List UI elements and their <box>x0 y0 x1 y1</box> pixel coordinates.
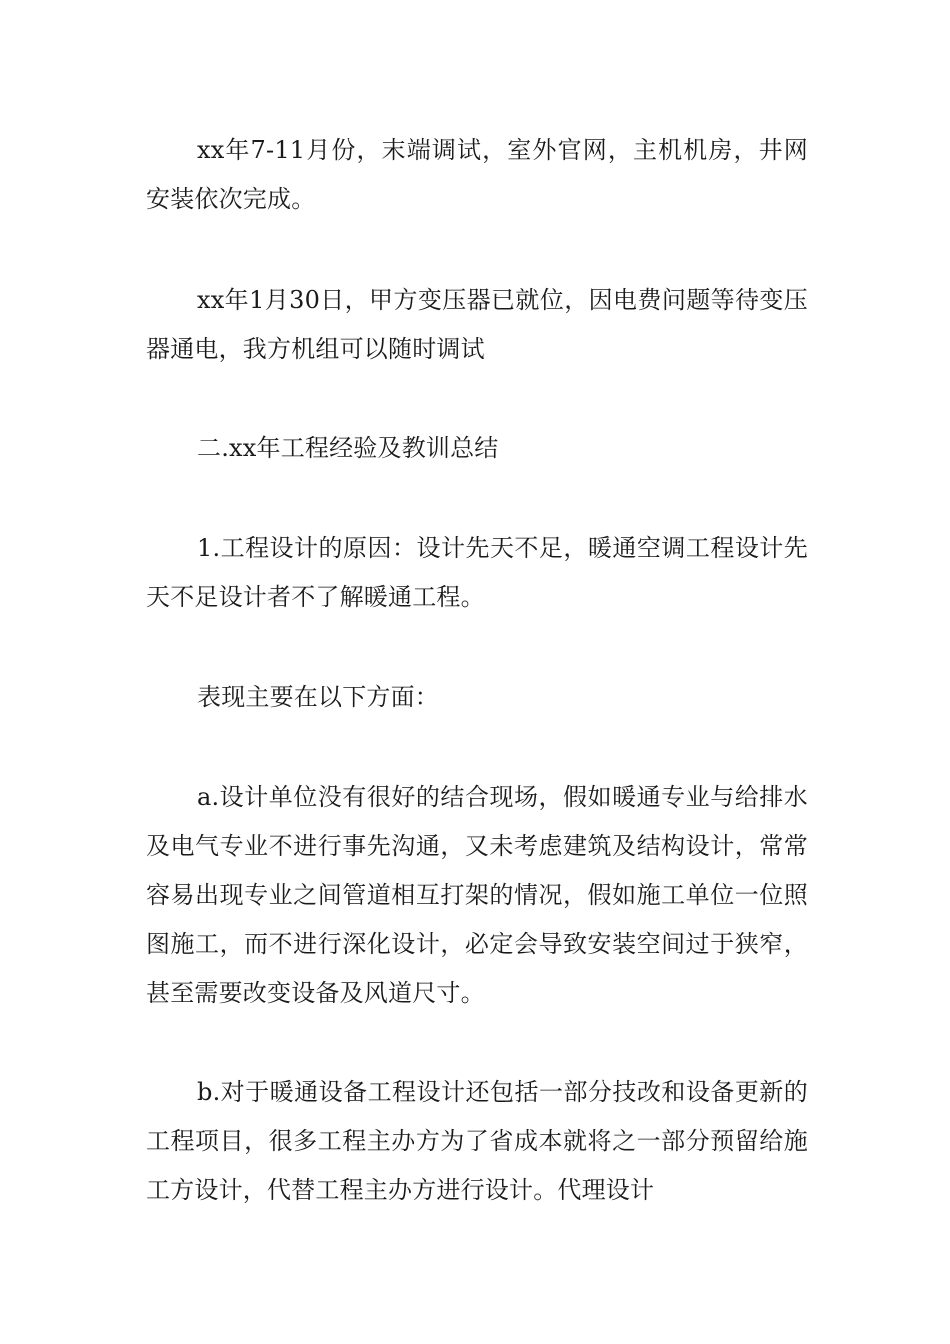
paragraph-item-b: b.对于暖通设备工程设计还包括一部分技改和设备更新的工程项目，很多工程主办方为了省成本就将之一部分预留给施工方设计，代替工程主办方进行设计。代理设计 <box>146 1078 808 1204</box>
paragraph-transformer-status: xx年1月30日，甲方变压器已就位，因电费问题等待变压器通电，我方机组可以随时调试 <box>146 286 808 363</box>
paragraph-manifestation-intro: 表现主要在以下方面： <box>197 683 439 711</box>
section-heading-lessons: 二.xx年工程经验及教训总结 <box>197 434 499 462</box>
paragraph-item-a: a.设计单位没有很好的结合现场，假如暖通专业与给排水及电气专业不进行事先沟通，又未考虑建筑及结构设计，常常容易出现专业之间管道相互打架的情况，假如施工单位一位照图施工，而不进行深化设计，必定会导致安装空间过于狭窄，甚至需要改变设备及风道尺寸。 <box>146 783 808 1007</box>
paragraph-installation-progress: xx年7-11月份，末端调试，室外官网，主机机房，井网安装依次完成。 <box>146 136 808 213</box>
paragraph-design-cause: 1.工程设计的原因：设计先天不足，暖通空调工程设计先天不足设计者不了解暖通工程。 <box>146 534 808 611</box>
